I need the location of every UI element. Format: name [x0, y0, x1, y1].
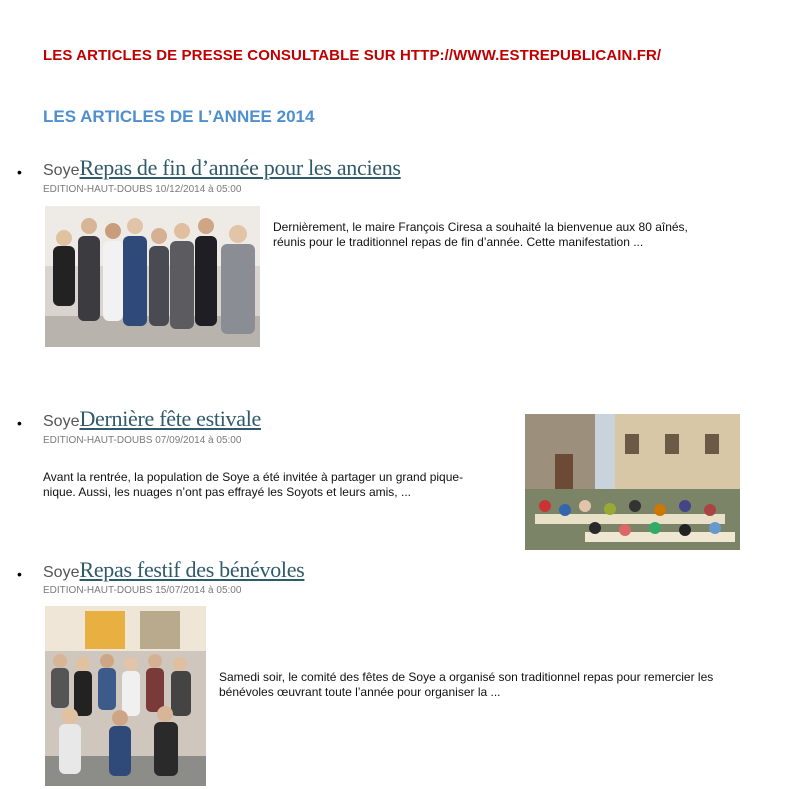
article-excerpt: Dernièrement, le maire François Ciresa a souhaité la bienvenue aux 80 aînés, réunis pour le traditionnel repas de fin d’année. Cette manifestation ...	[273, 220, 688, 249]
group-of-people-photo-icon	[45, 206, 260, 347]
article-title-link[interactable]: Dernière fête estivale	[79, 406, 261, 431]
article-location: Soye	[43, 413, 80, 430]
article-photo[interactable]	[525, 414, 740, 550]
press-site-link[interactable]: LES ARTICLES DE PRESSE CONSULTABLE SUR HTTP://WWW.ESTREPUBLICAIN.FR/	[43, 47, 662, 64]
bullet-icon: •	[17, 415, 22, 431]
article-location: Soye	[43, 564, 80, 581]
volunteers-gathering-photo-icon	[45, 606, 206, 786]
bullet-icon: •	[17, 164, 22, 180]
article-photo[interactable]	[45, 606, 206, 786]
bullet-icon: •	[17, 566, 22, 582]
article-photo[interactable]	[45, 206, 260, 347]
year-heading: LES ARTICLES DE L’ANNEE 2014	[43, 107, 315, 126]
article-meta: EDITION-HAUT-DOUBS 07/09/2014 à 05:00	[43, 435, 242, 446]
article-title-link[interactable]: Repas festif des bénévoles	[79, 557, 305, 582]
article-meta: EDITION-HAUT-DOUBS 10/12/2014 à 05:00	[43, 184, 242, 195]
article-title-link[interactable]: Repas de fin d’année pour les anciens	[79, 155, 401, 180]
article-meta: EDITION-HAUT-DOUBS 15/07/2014 à 05:00	[43, 585, 242, 596]
outdoor-picnic-photo-icon	[525, 414, 740, 550]
article-location: Soye	[43, 162, 80, 179]
article-excerpt: Samedi soir, le comité des fêtes de Soye a organisé son traditionnel repas pour remercier les bénévoles œuvrant toute l’année pour organiser la ...	[219, 670, 714, 699]
article-excerpt: Avant la rentrée, la population de Soye a été invitée à partager un grand pique-nique. Aussi, les nuages n’ont pas effrayé les Soyots et leurs amis, ...	[43, 470, 464, 499]
